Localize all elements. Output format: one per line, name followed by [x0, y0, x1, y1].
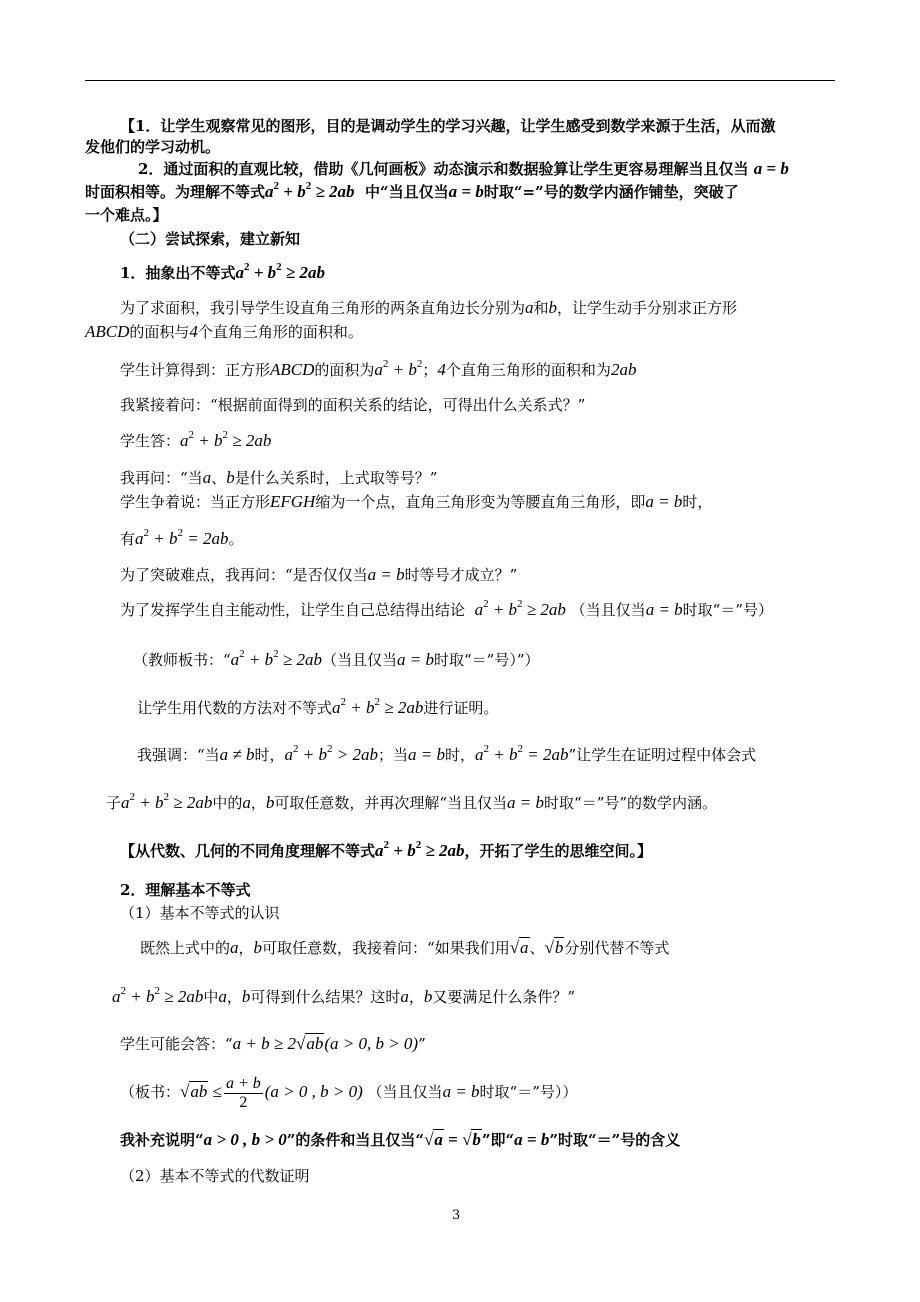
conclusion-line: 为了发挥学生自主能动性，让学生自己总结得出结论 $a^2 + b^2 \ge 2ab$ （当且仅当a = b时取“＝”号）: [120, 598, 774, 619]
fraction: $\frac{a + b}{2}$: [225, 1074, 261, 1111]
stress-line-2: 子$a^2 + b^2 \ge 2ab$中的a，b可取任意数，并再次理解“当且仅当a = b时取“＝”号”的数学内涵。: [106, 791, 718, 812]
ask-line-2: 我再问：“当a、b是什么关系时，上式取等号？”: [120, 468, 438, 487]
page-number: 3: [452, 1208, 461, 1223]
section-heading: （二）尝试探索，建立新知: [120, 230, 301, 248]
answer-line-2: 学生争着说：当正方形EFGH缩为一个点，直角三角形变为等腰直角三角形，即a = b时，: [120, 492, 713, 511]
calc-line: 学生计算得到：正方形ABCD的面积为$a^2 + b^2$；4个直角三角形的面积和为2ab: [120, 358, 637, 379]
sub-2-heading: （2）基本不等式的代数证明: [120, 1167, 310, 1185]
step-1-heading: 1．抽象出不等式$a^2 + b^2 \ge 2ab$: [120, 261, 325, 282]
supplement-line: 我补充说明“a > 0 , b > 0”的条件和当且仅当“√a = √b”即“a = b”时取“＝”号的含义: [120, 1130, 681, 1149]
note-2-line-2: 时面积相等。为理解不等式$a^2 + b^2 \ge 2ab$ 中“当且仅当a = b时取“=”号的数学内涵作铺垫，突破了: [85, 180, 739, 201]
step-2-heading: 2．理解基本不等式: [120, 881, 251, 899]
ask-line-3: 为了突破难点，我再问：“是否仅仅当a = b时等号才成立？”: [120, 565, 518, 584]
answer-line-1: 学生答：$a^2 + b^2 \ge 2ab$: [120, 429, 272, 450]
answer-line-3: 有$a^2 + b^2 = 2ab$。: [120, 527, 244, 548]
note-1-line-2: 发他们的学习动机。: [85, 138, 221, 156]
board-line-1: （教师板书：“$a^2 + b^2 \ge 2ab$（当且仅当a = b时取“＝”号）”）: [133, 648, 540, 669]
para-1-line-1: 为了求面积，我引导学生设直角三角形的两条直角边长分别为a和b，让学生动手分别求正方形: [120, 298, 738, 317]
board-line-2: （板书：√ab ≤ $\frac{a + b}{2}$ (a > 0 , b > 0) （当且仅当a = b时取“＝”号））: [120, 1074, 578, 1111]
answer-line-4: 学生可能会答：“a + b ≥ 2√ab(a > 0, b > 0)”: [120, 1034, 426, 1053]
stress-line-1: 我强调：“当a ≠ b时，$a^2 + b^2 > 2ab$；当a = b时，$a^2 + b^2 = 2ab$”让学生在证明过程中体会式: [137, 743, 757, 764]
ask-line-1: 我紧接着问：“根据前面得到的面积关系的结论，可得出什么关系式？”: [120, 396, 586, 414]
proof-line: 让学生用代数的方法对不等式$a^2 + b^2 \ge 2ab$进行证明。: [137, 696, 499, 717]
note-1-line-1: 【1．让学生观察常见的图形，目的是调动学生的学习兴趣，让学生感受到数学来源于生活，从而激: [120, 117, 776, 135]
note-2-line-3: 一个难点。】: [85, 206, 168, 224]
header-rule: [85, 80, 835, 81]
note-2-line-1: 2．通过面积的直观比较，借助《几何画板》动态演示和数据验算让学生更容易理解当且仅当 a = b: [138, 159, 789, 178]
substitution-line-2: $a^2 + b^2 \ge 2ab$中a，b可得到什么结果？这时a，b又要满足什么条件？”: [112, 985, 576, 1006]
para-1-line-2: ABCD的面积与4个直角三角形的面积和。: [85, 322, 363, 341]
substitution-line-1: 既然上式中的a，b可取任意数，我接着问：“如果我们用√a、√b分别代替不等式: [140, 938, 670, 957]
sub-1-heading: （1）基本不等式的认识: [120, 904, 280, 922]
note-3: 【从代数、几何的不同角度理解不等式$a^2 + b^2 \ge 2ab$，开拓了学生的思维空间。】: [120, 839, 653, 860]
